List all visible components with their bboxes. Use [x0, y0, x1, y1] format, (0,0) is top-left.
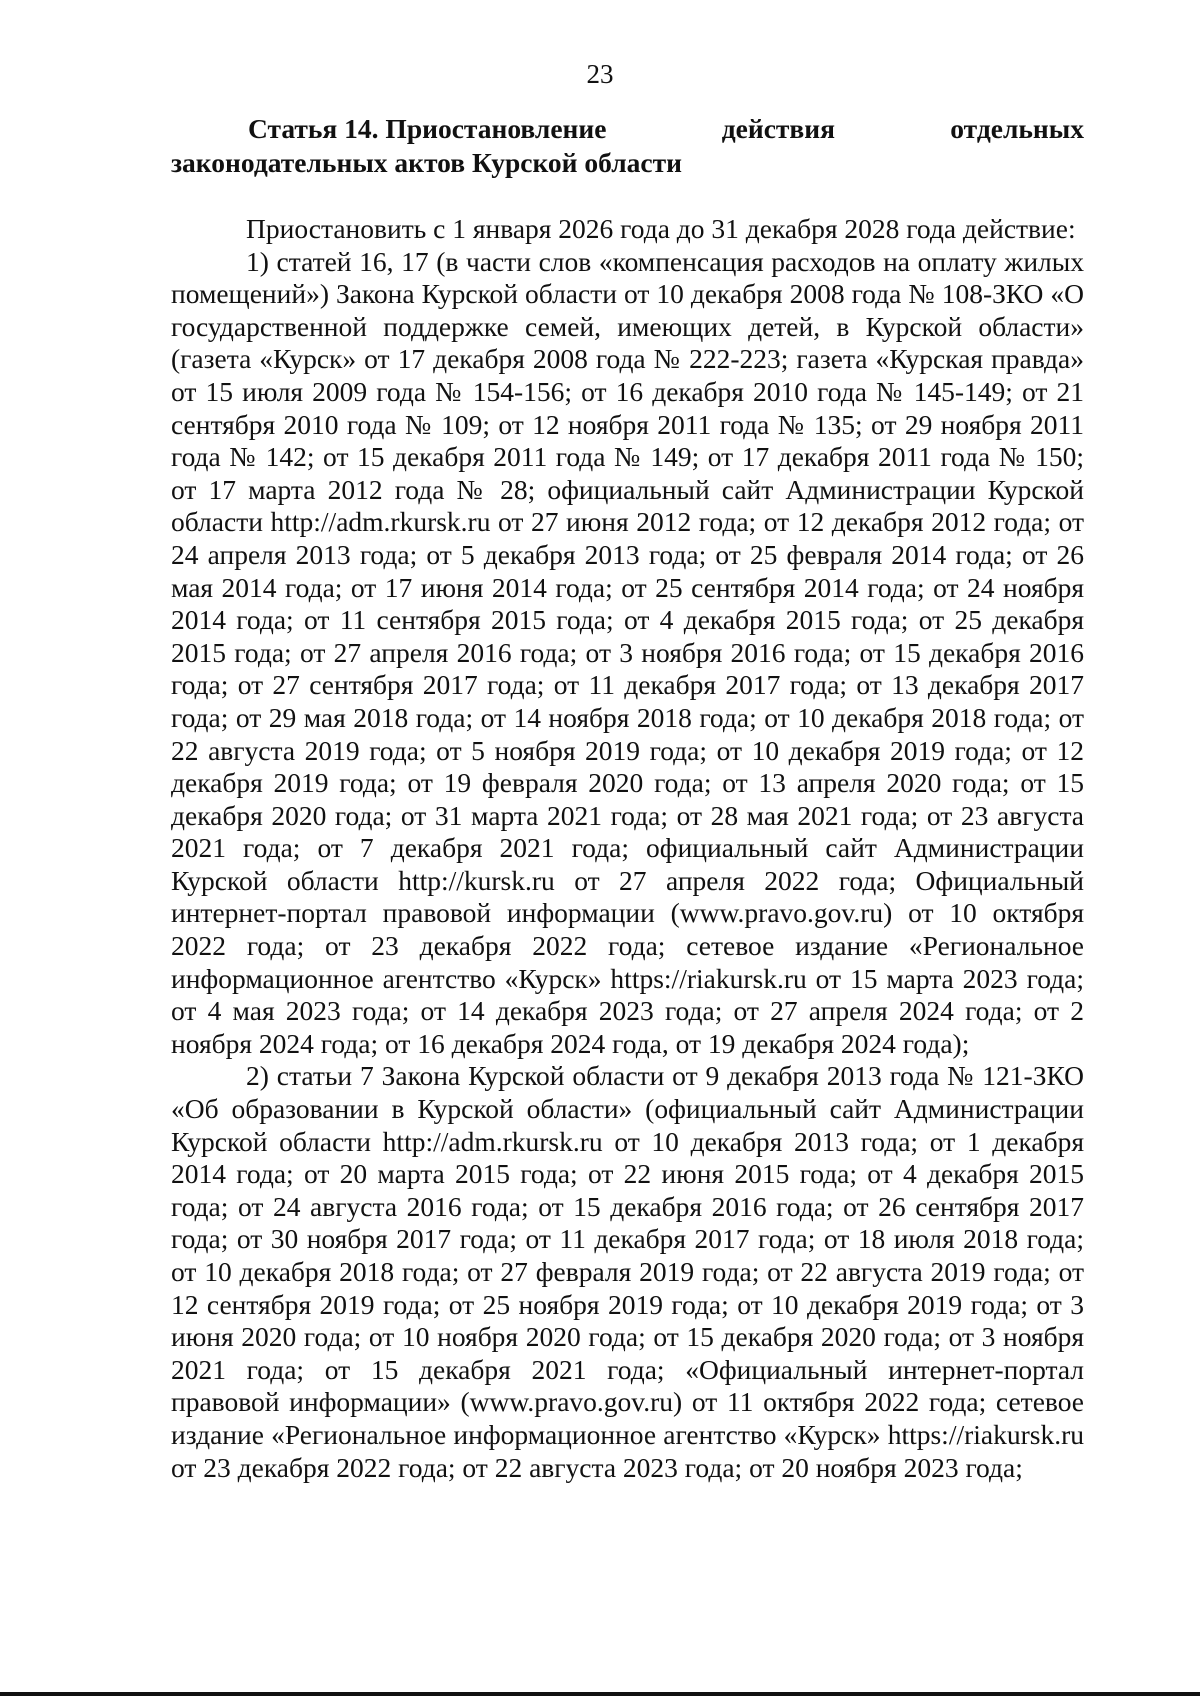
article-heading-part-1: Статья 14. Приостановление — [248, 113, 607, 144]
article-heading-line-2: законодательных актов Курской области — [171, 147, 682, 178]
page-number: 23 — [586, 59, 614, 89]
article-heading-line-1 — [171, 112, 1084, 146]
article-heading-part-3: отдельных — [950, 113, 1084, 144]
page-bottom-edge — [0, 1692, 1200, 1696]
intro-paragraph: Приостановить с 1 января 2026 года до 31 декабря 2028 года действие: — [246, 213, 1076, 244]
article-body — [171, 213, 1084, 1484]
article-heading — [171, 112, 1084, 180]
list-item-1: 1) статей 16, 17 (в части слов «компенсация расходов на оплату жилых помещений») Закона Курской области от 10 декабря 2008 года № 108-ЗКО «О государственной поддержке семей, имеющих детей, в Курской области» (газета «Курск» от 17 декабря 2008 года № 222-223; газета «Курская правда» от 15 июля 2009 года № 154-156; от 16 декабря 2010 года № 145-149; от 21 сентября 2010 года № 109; от 12 ноября 2011 года № 135; от 29 ноября 2011 года № 142; от 15 декабря 2011 года № 149; от 17 декабря 2011 года № 150; от 17 марта 2012 года № 28; официальный сайт Администрации Курской области http://adm.rkursk.ru от 27 июня 2012 года; от 12 декабря 2012 года; от 24 апреля 2013 года; от 5 декабря 2013 года; от 25 февраля 2014 года; от 26 мая 2014 года; от 17 июня 2014 года; от 25 сентября 2014 года; от 24 ноября 2014 года; от 11 сентября 2015 года; от 4 декабря 2015 года; от 25 декабря 2015 года; от 27 апреля 2016 года; от 3 ноября 2016 года; от 15 декабря 2016 года; от 27 сентября 2017 года; от 11 декабря 2017 года; от 13 декабря 2017 года; от 29 мая 2018 года; от 14 ноября 2018 года; от 10 декабря 2018 года; от 22 августа 2019 года; от 5 ноября 2019 года; от 10 декабря 2019 года; от 12 декабря 2019 года; от 19 февраля 2020 года; от 13 апреля 2020 года; от 15 декабря 2020 года; от 31 марта 2021 года; от 28 мая 2021 года; от 23 августа 2021 года; от 7 декабря 2021 года; официальный сайт Администрации Курской области http://kursk.ru от 27 апреля 2022 года; Официальный интернет-портал правовой информации (www.pravo.gov.ru) от 10 октября 2022 года; от 23 декабря 2022 года; сетевое издание «Региональное информационное агентство «Курск» https://riakursk.ru от 15 марта 2023 года; от 4 мая 2023 года; от 14 декабря 2023 года; от 27 апреля 2024 года; от 2 ноября 2024 года; от 16 декабря 2024 года, от 19 декабря 2024 года); — [171, 245, 1084, 1059]
article-heading-part-2: действия — [721, 113, 835, 144]
list-item-2: 2) статьи 7 Закона Курской области от 9 декабря 2013 года № 121-ЗКО «Об образовании в Курской области» (официальный сайт Администрации Курской области http://adm.rkursk.ru от 10 декабря 2013 года; от 1 декабря 2014 года; от 20 марта 2015 года; от 22 июня 2015 года; от 4 декабря 2015 года; от 24 августа 2016 года; от 15 декабря 2016 года; от 26 сентября 2017 года; от 30 ноября 2017 года; от 11 декабря 2017 года; от 18 июля 2018 года; от 10 декабря 2018 года; от 27 февраля 2019 года; от 22 августа 2019 года; от 12 сентября 2019 года; от 25 ноября 2019 года; от 10 декабря 2019 года; от 3 июня 2020 года; от 10 ноября 2020 года; от 15 декабря 2020 года; от 3 ноября 2021 года; от 15 декабря 2021 года; «Официальный интернет-портал правовой информации» (www.pravo.gov.ru) от 11 октября 2022 года; сетевое издание «Региональное информационное агентство «Курск» https://riakursk.ru от 23 декабря 2022 года; от 22 августа 2023 года; от 20 ноября 2023 года; — [171, 1060, 1084, 1483]
